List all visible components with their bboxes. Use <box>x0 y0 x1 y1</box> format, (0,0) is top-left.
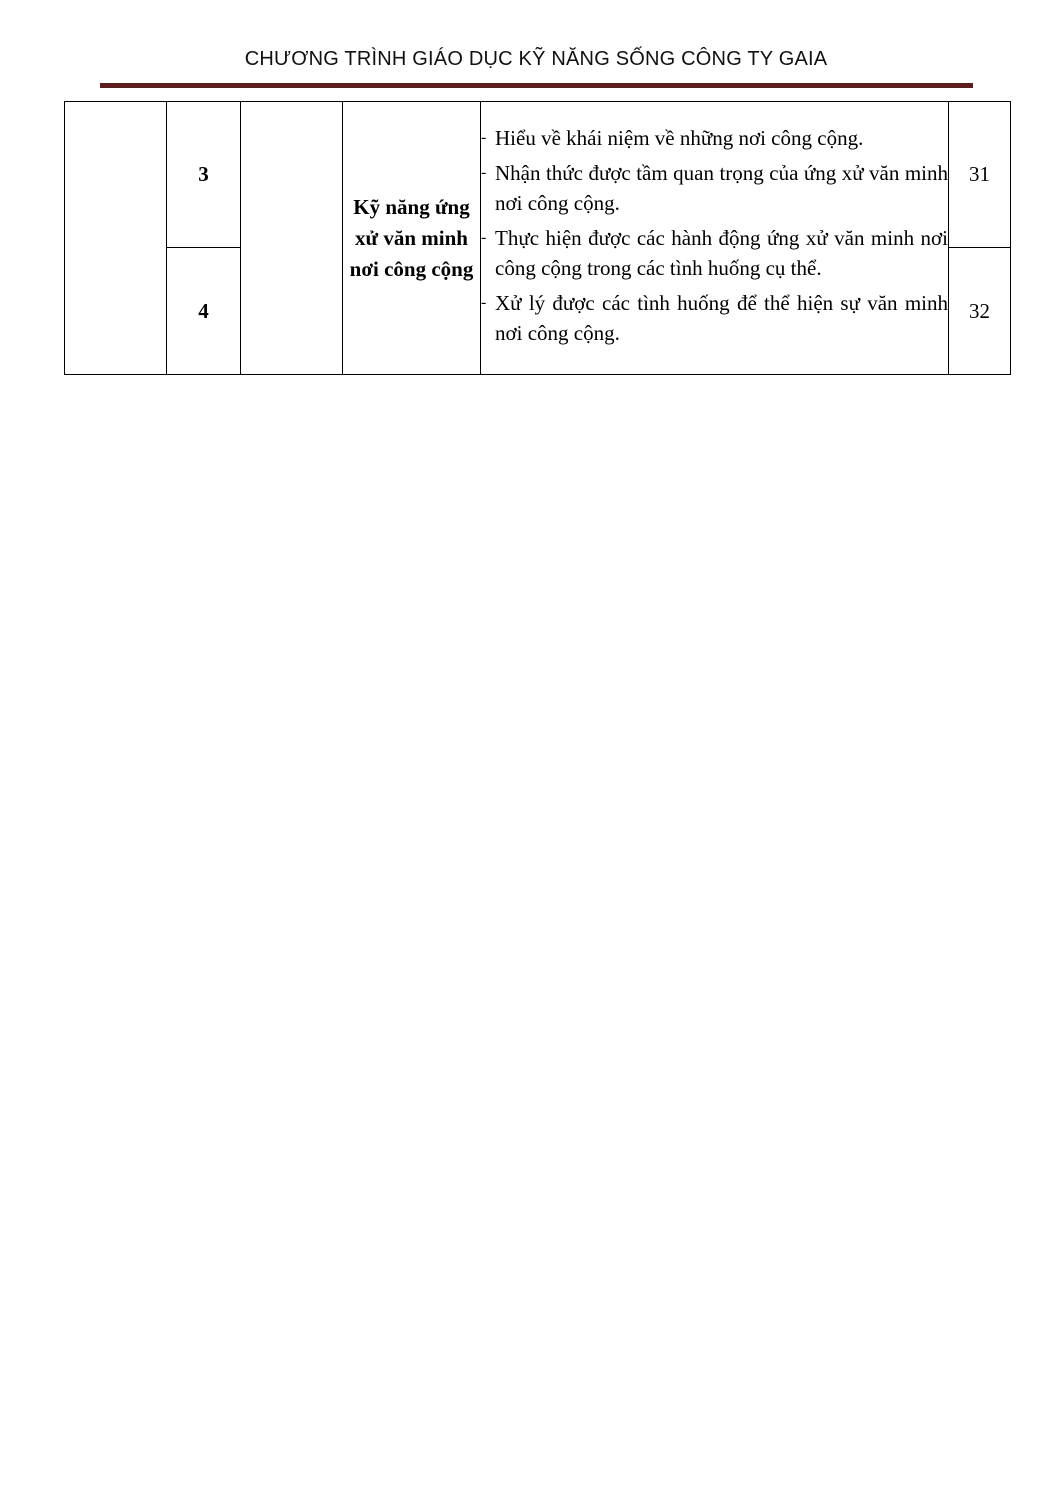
page-number-cell: 31 <box>949 102 1011 248</box>
table-row <box>65 102 1011 248</box>
header-divider <box>100 83 973 88</box>
topic-cell: Kỹ năng ứng xử văn minh nơi công cộng <box>343 102 481 375</box>
list-item: - Hiểu về khái niệm về những nơi công cộng. <box>481 123 948 153</box>
page-header-title: CHƯƠNG TRÌNH GIÁO DỤC KỸ NĂNG SỐNG CÔNG TY GAIA <box>244 48 828 70</box>
page-number-cell: 32 <box>949 248 1011 375</box>
term-cell <box>241 102 343 375</box>
grade-cell <box>65 102 167 375</box>
lesson-number-cell: 4 <box>167 248 241 375</box>
lesson-number-cell: 3 <box>167 102 241 248</box>
list-item: - Thực hiện được các hành động ứng xử văn minh nơi công cộng trong các tình huống cụ thể. <box>481 223 948 283</box>
list-item: - Xử lý được các tình huống để thể hiện sự văn minh nơi công cộng. <box>481 288 948 348</box>
learning-goals-cell <box>481 102 949 375</box>
goal-list <box>481 123 948 348</box>
list-item: - Nhận thức được tầm quan trọng của ứng xử văn minh nơi công cộng. <box>481 158 948 218</box>
curriculum-table <box>64 101 1011 375</box>
